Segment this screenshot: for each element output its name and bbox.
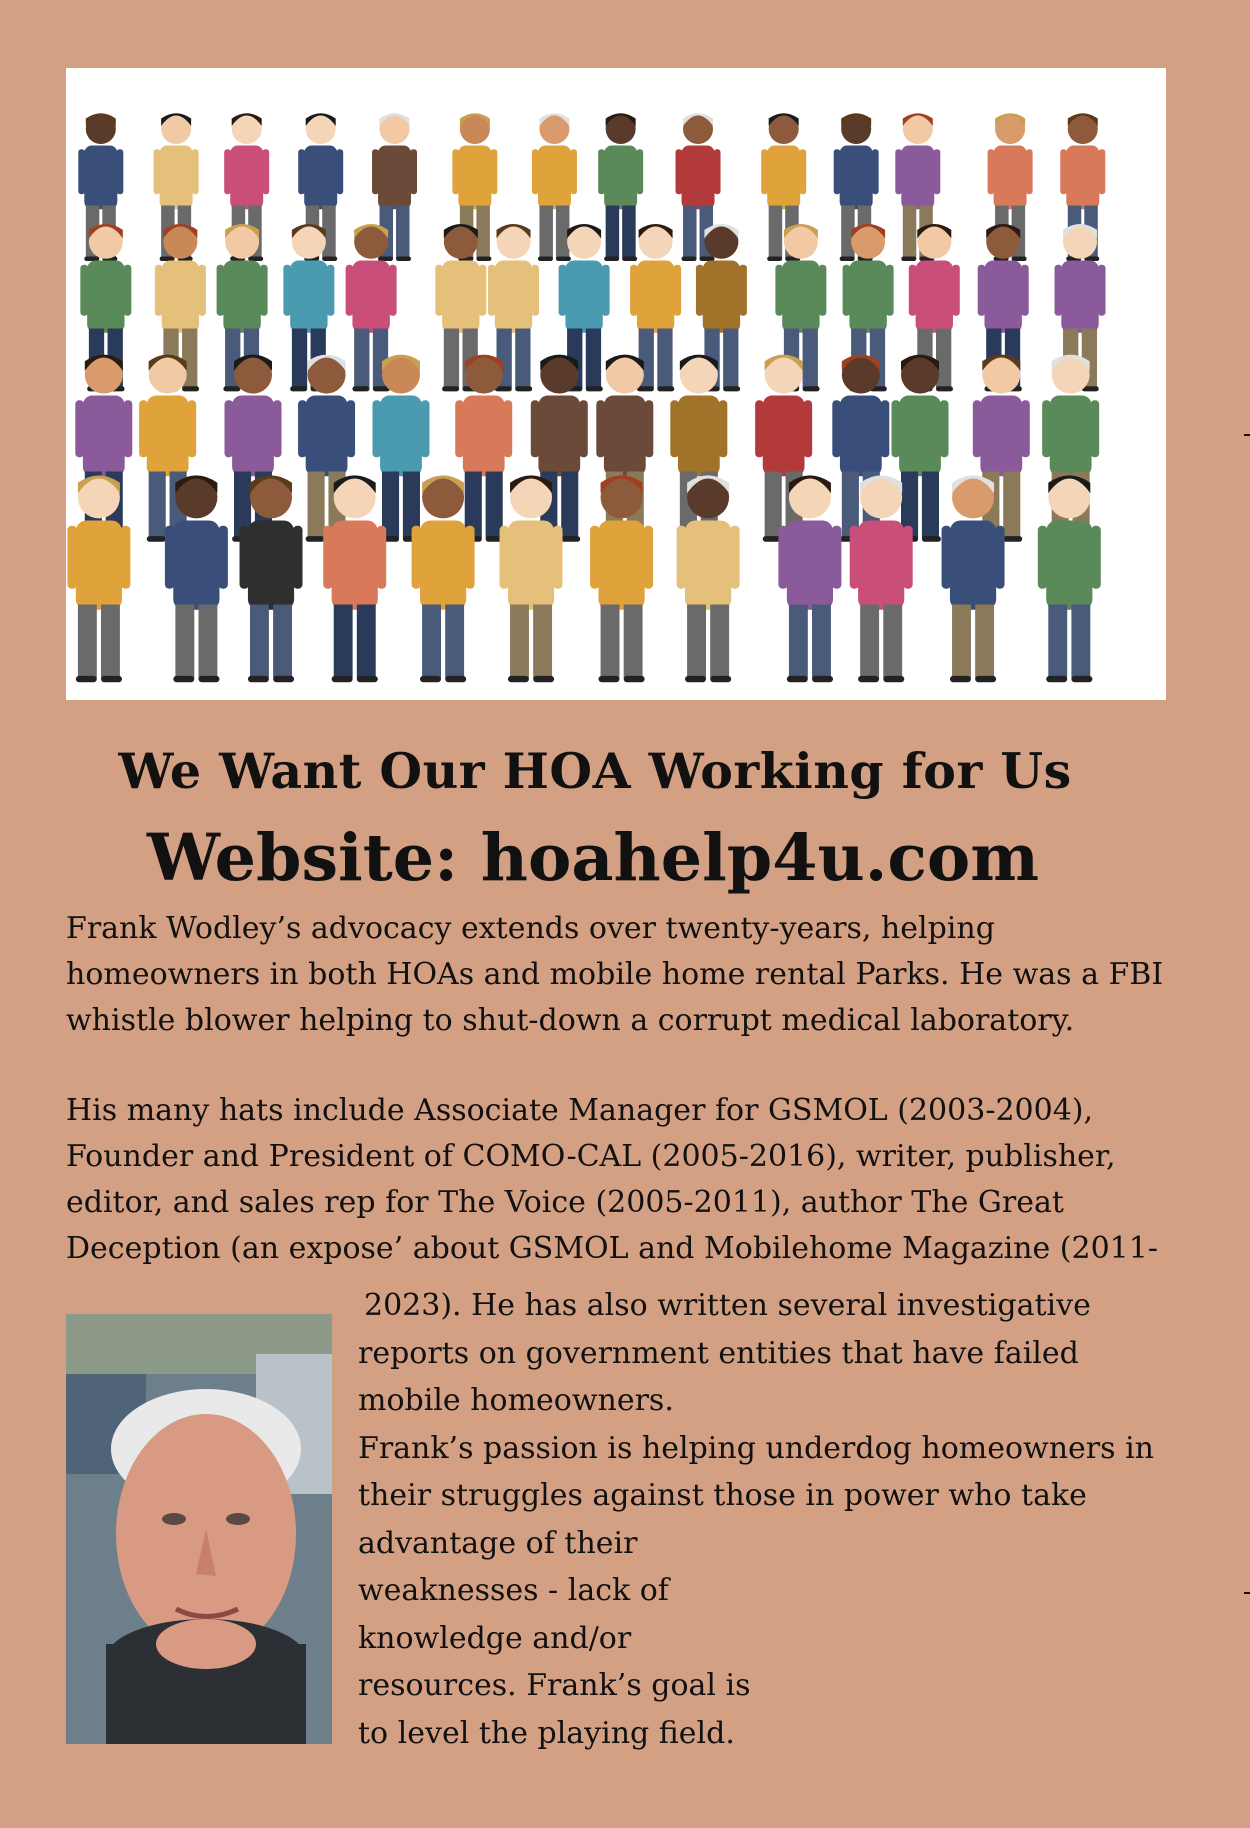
edge-mark — [1244, 1592, 1250, 1594]
paragraph-line: advantage of their — [358, 1525, 638, 1561]
paragraph-line: homeowners in both HOAs and mobile home rental Parks. He was a FBI — [66, 957, 1164, 992]
intro-paragraph — [66, 906, 1176, 1044]
paragraph-line: Frank Wodley’s advocacy extends over twenty-years, helping — [66, 911, 995, 946]
paragraph-line: His many hats include Associate Manager for GSMOL (2003-2004), — [66, 1093, 1094, 1128]
paragraph-line: editor, and sales rep for The Voice (2005-2011), author The Great — [66, 1185, 1064, 1220]
paragraph-line: reports on government entities that have failed — [358, 1335, 1079, 1371]
paragraph-line: Frank’s passion is helping underdog homeowners in — [358, 1430, 1154, 1466]
paragraph-line: Deception (an expose’ about GSMOL and Mobilehome Magazine (2011- — [66, 1231, 1158, 1266]
crowd-illustration-icon — [66, 68, 1166, 700]
headline: We Want Our HOA Working for Us — [118, 742, 1072, 800]
portrait-photo-icon — [66, 1314, 332, 1744]
paragraph-line: Founder and President of COMO-CAL (2005-2016), writer, publisher, — [66, 1139, 1116, 1174]
paragraph-line: weaknesses - lack of — [358, 1573, 669, 1608]
paragraph-line: 2023). He has also written several investigative — [364, 1288, 1091, 1323]
paragraph-line: whistle blower helping to shut-down a corrupt medical laboratory. — [66, 1003, 1075, 1038]
paragraph-line: knowledge and/or — [358, 1620, 632, 1656]
hero-illustration — [66, 68, 1166, 700]
paragraph-line: mobile homeowners. — [358, 1383, 674, 1418]
edge-mark — [1244, 434, 1250, 436]
roles-paragraph — [66, 1088, 1176, 1272]
paragraph-line: to level the playing field. — [358, 1715, 735, 1751]
passion-paragraph — [358, 1282, 1158, 1757]
portrait-photo — [66, 1314, 332, 1744]
paragraph-line: resources. Frank’s goal is — [358, 1668, 751, 1703]
website-title: Website: hoahelp4u.com — [146, 820, 1040, 896]
paragraph-line: their struggles against those in power who take — [358, 1478, 1087, 1513]
